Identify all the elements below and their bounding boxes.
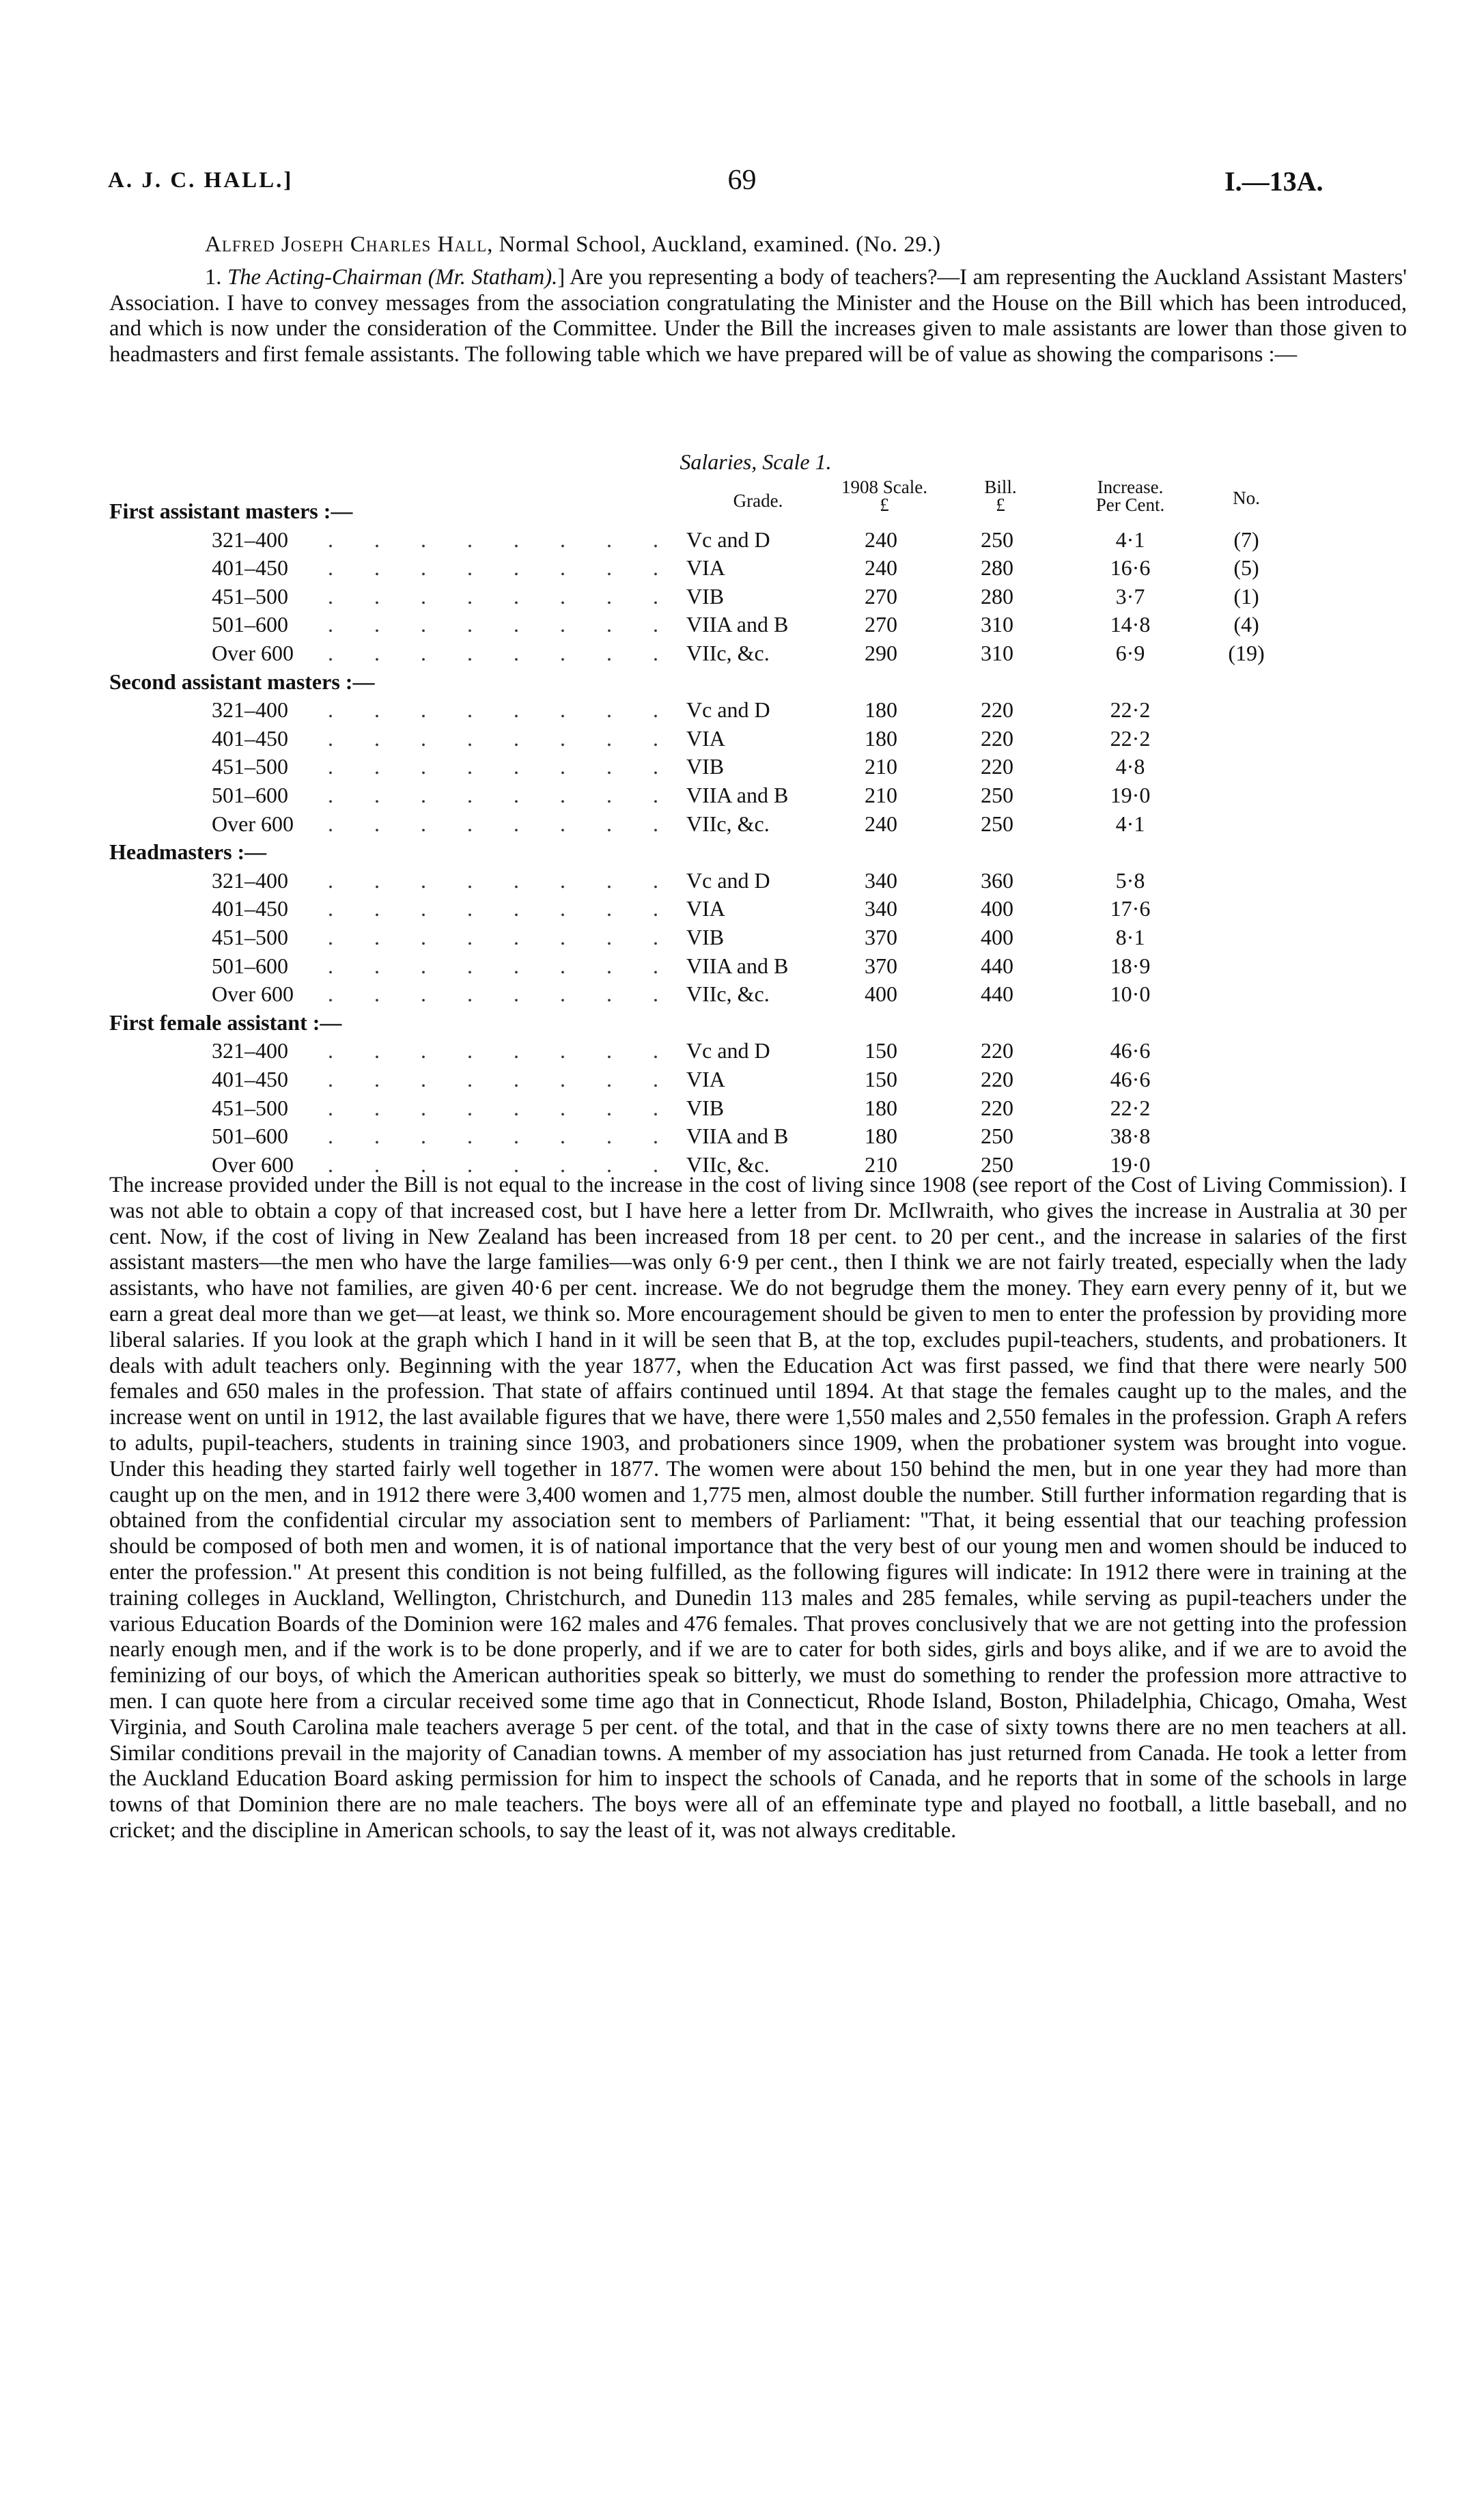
witness-name: Alfred Joseph Charles Hall <box>205 232 488 257</box>
cell-grade: VIIc, &c. <box>686 981 770 1007</box>
cell-attendance-band: 451–500 <box>212 925 288 949</box>
speaker-name: The Acting-Chairman (Mr. Statham). <box>227 265 558 290</box>
table-row <box>0 584 1484 613</box>
cell-1908-scale: 340 <box>865 867 897 893</box>
cell-increase: 4·1 <box>1115 811 1145 836</box>
cell-1908-scale: 370 <box>865 953 897 978</box>
cell-grade: VIB <box>686 583 725 609</box>
cell-increase: 4·8 <box>1115 754 1145 779</box>
cell-bill: 250 <box>981 527 1013 552</box>
cell-bill: 280 <box>981 583 1013 609</box>
leader-dots: . . . . . . . . <box>328 1038 676 1063</box>
cell-increase: 10·0 <box>1110 981 1151 1007</box>
table-row <box>0 783 1484 811</box>
table-row <box>0 697 1484 726</box>
cell-number: (5) <box>1233 555 1259 581</box>
cell-grade: Vc and D <box>686 527 770 552</box>
cell-bill: 250 <box>981 1152 1013 1177</box>
cell-bill: 310 <box>981 612 1013 637</box>
leader-dots: . . . . . . . . <box>328 725 676 751</box>
cell-bill: 280 <box>981 555 1013 581</box>
cell-increase: 38·8 <box>1110 1124 1151 1149</box>
cell-1908-scale: 210 <box>865 1152 897 1177</box>
col-header-bill: Bill. £ <box>984 477 1017 515</box>
cell-bill: 440 <box>981 981 1013 1007</box>
cell-increase: 22·2 <box>1110 725 1151 751</box>
cell-increase: 6·9 <box>1115 641 1145 665</box>
leader-dots: . . . . . . . . <box>328 1124 676 1149</box>
cell-1908-scale: 270 <box>865 612 897 637</box>
leader-dots: . . . . . . . . <box>328 811 676 836</box>
cell-bill: 220 <box>981 1038 1013 1063</box>
table-row <box>0 1038 1484 1067</box>
cell-1908-scale: 180 <box>865 1124 897 1149</box>
table-row <box>0 981 1484 1010</box>
leader-dots: . . . . . . . . <box>328 754 676 779</box>
cell-grade: VIIA and B <box>686 783 789 807</box>
cell-increase: 8·1 <box>1115 925 1145 949</box>
cell-attendance-band: 401–450 <box>212 725 288 751</box>
table-group-heading <box>0 669 1484 698</box>
col-header-grade: Grade. <box>733 490 783 511</box>
cell-grade: VIB <box>686 925 725 949</box>
table-row <box>0 896 1484 925</box>
cell-1908-scale: 340 <box>865 896 897 921</box>
cell-bill: 400 <box>981 925 1013 949</box>
cell-1908-scale: 210 <box>865 754 897 779</box>
cell-grade: Vc and D <box>686 697 770 723</box>
cell-number: (4) <box>1233 612 1259 637</box>
cell-grade: VIIc, &c. <box>686 641 770 665</box>
table-row <box>0 953 1484 982</box>
cell-attendance-band: 321–400 <box>212 1038 288 1063</box>
leader-dots: . . . . . . . . <box>328 896 676 921</box>
cell-bill: 220 <box>981 1067 1013 1091</box>
cell-attendance-band: 501–600 <box>212 783 288 807</box>
leader-dots: . . . . . . . . <box>328 1152 676 1177</box>
cell-bill: 310 <box>981 641 1013 665</box>
cell-grade: VIA <box>686 896 725 921</box>
cell-bill: 220 <box>981 1095 1013 1120</box>
cell-increase: 46·6 <box>1110 1067 1151 1091</box>
table-row <box>0 555 1484 584</box>
cell-bill: 250 <box>981 811 1013 836</box>
table-row <box>0 641 1484 669</box>
cell-attendance-band: Over 600 <box>212 641 294 665</box>
col-header-increase: Increase. Per Cent. <box>1095 477 1165 515</box>
leader-dots: . . . . . . . . <box>328 1067 676 1091</box>
cell-1908-scale: 400 <box>865 981 897 1007</box>
cell-1908-scale: 240 <box>865 555 897 581</box>
table-group-heading <box>0 839 1484 868</box>
cell-attendance-band: 401–450 <box>212 1067 288 1091</box>
cell-1908-scale: 180 <box>865 1095 897 1120</box>
cell-attendance-band: Over 600 <box>212 811 294 836</box>
cell-attendance-band: 321–400 <box>212 867 288 893</box>
cell-1908-scale: 240 <box>865 527 897 552</box>
table-title: Salaries, Scale 1. <box>680 449 832 474</box>
cell-grade: VIA <box>686 725 725 751</box>
col-header-no: No. <box>1233 488 1260 508</box>
leader-dots: . . . . . . . . <box>328 953 676 978</box>
cell-increase: 19·0 <box>1110 783 1151 807</box>
cell-attendance-band: 451–500 <box>212 1095 288 1120</box>
cell-attendance-band: 501–600 <box>212 612 288 637</box>
cell-increase: 19·0 <box>1110 1152 1151 1177</box>
cell-bill: 220 <box>981 725 1013 751</box>
cell-attendance-band: 501–600 <box>212 1124 288 1149</box>
cell-bill: 440 <box>981 953 1013 978</box>
leader-dots: . . . . . . . . <box>328 527 676 552</box>
question-number: 1. <box>205 265 228 290</box>
cell-1908-scale: 270 <box>865 583 897 609</box>
cell-increase: 17·6 <box>1110 896 1151 921</box>
cell-grade: VIIA and B <box>686 1124 789 1149</box>
table-row <box>0 754 1484 783</box>
leader-dots: . . . . . . . . <box>328 583 676 609</box>
cell-grade: VIB <box>686 754 725 779</box>
leader-dots: . . . . . . . . <box>328 612 676 637</box>
cell-1908-scale: 180 <box>865 697 897 723</box>
cell-bill: 220 <box>981 754 1013 779</box>
cell-attendance-band: 451–500 <box>212 583 288 609</box>
cell-attendance-band: 401–450 <box>212 896 288 921</box>
cell-increase: 18·9 <box>1110 953 1151 978</box>
group-label: Second assistant masters :— <box>109 669 375 694</box>
cell-attendance-band: 451–500 <box>212 754 288 779</box>
question-text: ] Are you representing a body of teachers?—I am representing the Auckland Assistant Masters' Association. I have to convey messages from the association congratulating the Minister and the House on the Bill which has been introduced, and which is now under the consideration of the Committee. Under the Bill the increases given to male assistants are lower than those given to headmasters and first female assistants. The following table which we have prepared will be of value as showing the comparisons :— <box>109 265 1408 367</box>
cell-grade: VIA <box>686 1067 725 1091</box>
cell-1908-scale: 210 <box>865 783 897 807</box>
cell-bill: 250 <box>981 1124 1013 1149</box>
leader-dots: . . . . . . . . <box>328 697 676 723</box>
leader-dots: . . . . . . . . <box>328 555 676 581</box>
page-number: 69 <box>727 165 757 196</box>
cell-attendance-band: Over 600 <box>212 1152 294 1177</box>
leader-dots: . . . . . . . . <box>328 981 676 1007</box>
table-group-heading <box>0 1010 1484 1039</box>
cell-1908-scale: 240 <box>865 811 897 836</box>
cell-number: (19) <box>1228 641 1265 665</box>
running-head-left: A. J. C. HALL.] <box>108 168 294 193</box>
group-label: Headmasters :— <box>109 839 267 865</box>
cell-1908-scale: 180 <box>865 725 897 751</box>
table-row <box>0 527 1484 556</box>
cell-increase: 4·1 <box>1115 527 1145 552</box>
cell-number: (1) <box>1233 583 1259 609</box>
cell-grade: VIIA and B <box>686 953 789 978</box>
cell-attendance-band: 401–450 <box>212 555 288 581</box>
cell-number: (7) <box>1233 527 1259 552</box>
table-row <box>0 612 1484 641</box>
cell-bill: 400 <box>981 896 1013 921</box>
cell-1908-scale: 150 <box>865 1067 897 1091</box>
cell-attendance-band: 321–400 <box>212 527 288 552</box>
table-row <box>0 1096 1484 1124</box>
cell-increase: 46·6 <box>1110 1038 1151 1063</box>
cell-grade: VIIA and B <box>686 612 789 637</box>
cell-grade: Vc and D <box>686 867 770 893</box>
table-row <box>0 925 1484 953</box>
cell-increase: 5·8 <box>1115 867 1145 893</box>
table-row <box>0 868 1484 897</box>
cell-increase: 16·6 <box>1110 555 1151 581</box>
table-row <box>0 1067 1484 1096</box>
leader-dots: . . . . . . . . <box>328 1095 676 1120</box>
cell-increase: 14·8 <box>1110 612 1151 637</box>
cell-increase: 22·2 <box>1110 1095 1151 1120</box>
cell-increase: 22·2 <box>1110 697 1151 723</box>
cell-bill: 360 <box>981 867 1013 893</box>
cell-grade: VIA <box>686 555 725 581</box>
cell-1908-scale: 290 <box>865 641 897 665</box>
leader-dots: . . . . . . . . <box>328 641 676 665</box>
running-head-right: I.—13A. <box>1224 166 1324 197</box>
cell-grade: VIB <box>686 1095 725 1120</box>
table-row <box>0 1124 1484 1152</box>
leader-dots: . . . . . . . . <box>328 867 676 893</box>
cell-increase: 3·7 <box>1115 583 1145 609</box>
cell-1908-scale: 370 <box>865 925 897 949</box>
cell-attendance-band: Over 600 <box>212 981 294 1007</box>
cell-bill: 220 <box>981 697 1013 723</box>
col-header-1908-scale: 1908 Scale. £ <box>841 477 927 515</box>
cell-grade: VIIc, &c. <box>686 811 770 836</box>
group-label: First female assistant :— <box>109 1009 342 1035</box>
leader-dots: . . . . . . . . <box>328 925 676 949</box>
cell-bill: 250 <box>981 783 1013 807</box>
cell-attendance-band: 501–600 <box>212 953 288 978</box>
table-row <box>0 811 1484 840</box>
cell-1908-scale: 150 <box>865 1038 897 1063</box>
group-label: First assistant masters :— <box>109 499 353 523</box>
leader-dots: . . . . . . . . <box>328 783 676 807</box>
table-row <box>0 726 1484 755</box>
answer-paragraph: The increase provided under the Bill is not equal to the increase in the cost of living since 1908 (see report of the Cost of Living Commission). I was not able to obtain a copy of that increased cost, but I have here a letter from Dr. McIlwraith, who gives the increase in Australia at 30 per cent. Now, if the cost of living in New Zealand has been increased from 18 per cent. to 20 per cent., and the increase in salaries of the first assistant masters—the men who have the large families—was only 6·9 per cent., then I think we are not fairly treated, especially when the lady assistants, who have not families, are given 40·6 per cent. increase. We do not begrudge them the money. They earn every penny of it, but we earn a great deal more than we get—at least, we think so. More encouragement should be given to men to enter the profession by providing more liberal salaries. If you look at the graph which I hand in it will be seen that B, at the top, excludes pupil-teachers, students, and probationers. It deals with adult teachers only. Beginning with the year 1877, when the Education Act was first passed, we find that there were nearly 500 females and 650 males in the profession. That state of affairs continued until 1894. At that stage the females caught up to the males, and the increase went on until in 1912, the last available figures that we have, there were 1,550 males and 2,550 females in the profession. Graph A refers to adults, pupil-teachers, students in training since 1903, and probationers since 1909, when the probationer system was brought into vogue. Under this heading they started fairly well together in 1877. The women were about 150 behind the men, but in one year they had more than caught up on the men, and in 1912 there were 3,400 women and 1,775 men, almost double the number. Still further information regarding that is obtained from the confidential circular my association sent to members of Parliament: "That, it being essential that our teaching profession should be composed of both men and women, it is of national importance that the very best of our young men and women should be induced to enter the profession." At present this condition is not being fulfilled, as the following figures will indicate: In 1912 there were in training at the training colleges in Auckland, Wellington, Christchurch, and Dunedin 113 males and 285 females, while serving as pupil-teachers under the various Education Boards of the Dominion were 162 males and 476 females. That proves conclusively that we are not getting into the profession nearly enough men, and if the work is to be done properly, and if we are to cater for both sides, girls and boys alike, and if we are to avoid the feminizing of our boys, of which the American authorities speak so bitterly, we must do something to render the profession more attractive to men. I can quote here from a circular received some time ago that in Connecticut, Rhode Island, Boston, Philadelphia, Chicago, Omaha, West Virginia, and South Carolina male teachers average 5 per cent. of the total, and that in the case of sixty towns there are no men teachers at all. Similar conditions prevail in the majority of Canadian towns. A member of my association has just returned from Canada. He took a letter from the Auckland Education Board asking permission for him to inspect the schools of Canada, and he reports that in some of the schools in large towns of that Dominion there are no male teachers. The boys were all of an effeminate type and played no football, a little baseball, and no cricket; and the discipline in American schools, to say the least of it, was not always creditable. <box>109 1173 1407 1843</box>
witness-details: , Normal School, Auckland, examined. (No. 29.) <box>487 232 941 257</box>
cell-grade: Vc and D <box>686 1038 770 1063</box>
cell-attendance-band: 321–400 <box>212 697 288 723</box>
cell-grade: VIIc, &c. <box>686 1152 770 1177</box>
table-group-heading <box>0 499 1484 527</box>
